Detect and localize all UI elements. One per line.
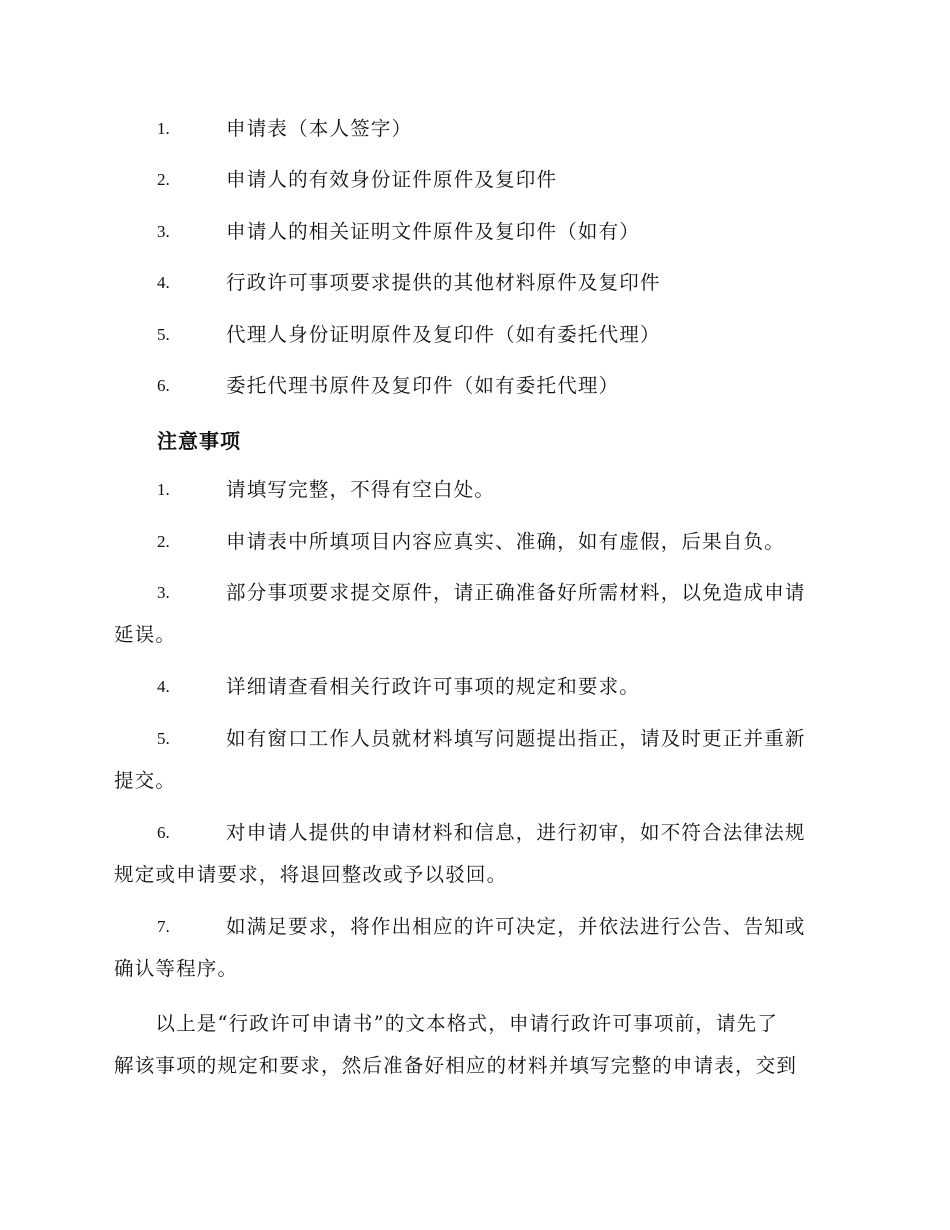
item-text-continuation: 延误。 — [114, 623, 177, 646]
item-number: 4. — [157, 677, 170, 696]
item-text: 申请表中所填项目内容应真实、准确，如有虚假，后果自负。 — [226, 530, 785, 553]
item-number: 5. — [157, 325, 170, 344]
item-text: 代理人身份证明原件及复印件（如有委托代理） — [226, 323, 661, 346]
item-number: 7. — [157, 917, 170, 936]
item-text: 如有窗口工作人员就材料填写问题提出指正，请及时更正并重新 — [226, 727, 806, 750]
closing-paragraph-line: 解该事项的规定和要求，然后准备好相应的材料并填写完整的申请表，交到 — [114, 1054, 798, 1077]
item-text-continuation: 确认等程序。 — [114, 957, 239, 980]
item-text: 委托代理书原件及复印件（如有委托代理） — [226, 374, 620, 397]
item-number: 1. — [157, 119, 170, 138]
closing-paragraph-line: 以上是“行政许可申请书”的文本格式，申请行政许可事项前，请先了 — [114, 1012, 779, 1035]
item-text-continuation: 规定或申请要求，将退回整改或予以驳回。 — [114, 863, 508, 886]
item-number: 4. — [157, 273, 170, 292]
item-text: 行政许可事项要求提供的其他材料原件及复印件 — [226, 271, 661, 294]
item-text: 申请人的相关证明文件原件及复印件（如有） — [226, 220, 641, 243]
item-text: 申请表（本人签字） — [226, 117, 413, 140]
item-text: 申请人的有效身份证件原件及复印件 — [226, 168, 558, 191]
item-number: 1. — [157, 480, 170, 499]
item-number: 3. — [157, 583, 170, 602]
item-number: 6. — [157, 376, 170, 395]
item-text: 请填写完整，不得有空白处。 — [226, 478, 496, 501]
item-number: 2. — [157, 170, 170, 189]
notes-heading: 注意事项 — [157, 429, 241, 453]
item-text-continuation: 提交。 — [114, 769, 177, 792]
item-text: 详细请查看相关行政许可事项的规定和要求。 — [226, 675, 641, 698]
item-number: 5. — [157, 729, 170, 748]
item-text: 如满足要求，将作出相应的许可决定，并依法进行公告、告知或 — [226, 915, 806, 938]
item-number: 6. — [157, 823, 170, 842]
item-text: 对申请人提供的申请材料和信息，进行初审，如不符合法律法规 — [226, 821, 806, 844]
item-number: 2. — [157, 532, 170, 551]
item-number: 3. — [157, 222, 170, 241]
item-text: 部分事项要求提交原件，请正确准备好所需材料，以免造成申请 — [226, 581, 806, 604]
